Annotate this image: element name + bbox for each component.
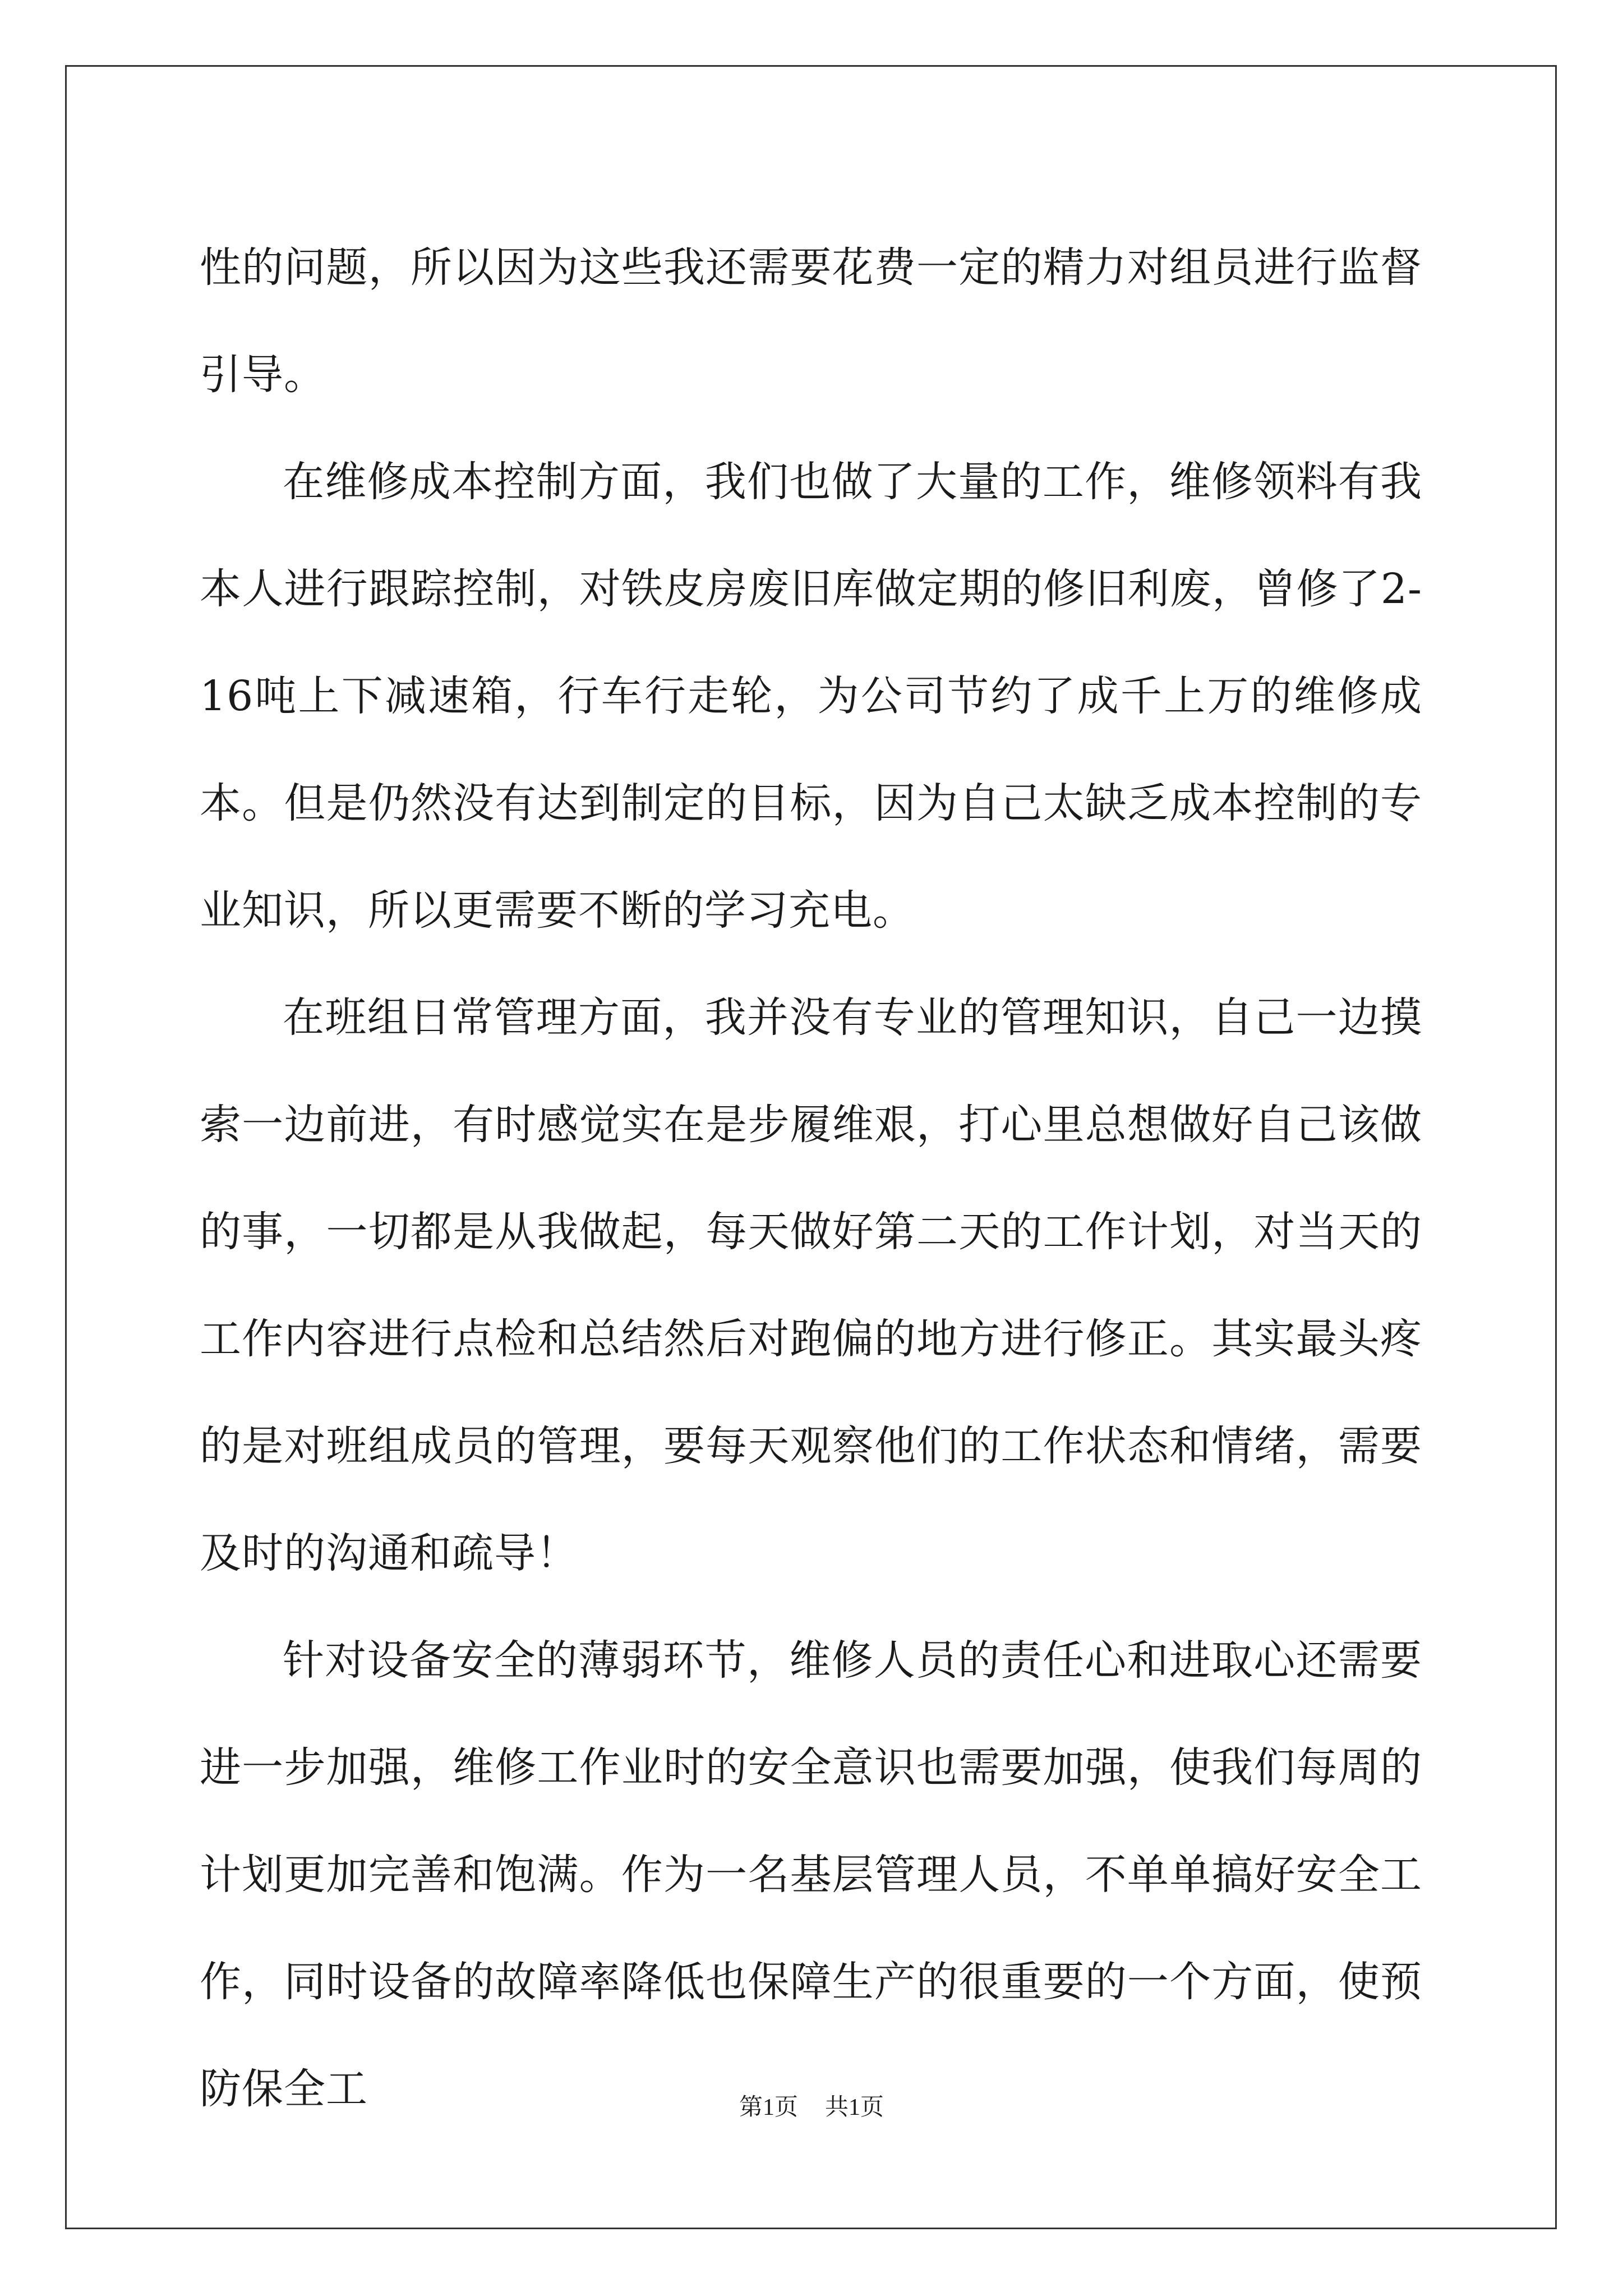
page-total: 共1页 (825, 2095, 884, 2120)
paragraph-continuation: 性的问题，所以因为这些我还需要花费一定的精力对组员进行监督引导。 (200, 243, 1422, 399)
document-body (200, 214, 1422, 2143)
paragraph-equipment-safety: 针对设备安全的薄弱环节，维修人员的责任心和进取心还需要进一步加强，维修工作业时的安全意识也需要加强，使我们每周的计划更加完善和饱满。作为一名基层管理人员，不单单搞好安全工作，同时设备的故障率降低也保障生产的很重要的一个方面，使预防保全工 (200, 1636, 1422, 2113)
page-number: 第1页 (739, 2095, 798, 2120)
page-footer (0, 2091, 1623, 2124)
paragraph-cost-control: 在维修成本控制方面，我们也做了大量的工作，维修领料有我本人进行跟踪控制，对铁皮房废旧库做定期的修旧利废，曾修了2-16吨上下减速箱，行车行走轮，为公司节约了成千上万的维修成本。但是仍然没有达到制定的目标，因为自己太缺乏成本控制的专业知识，所以更需要不断的学习充电。 (200, 458, 1422, 935)
paragraph-team-management: 在班组日常管理方面，我并没有专业的管理知识，自己一边摸索一边前进，有时感觉实在是步履维艰，打心里总想做好自己该做的事，一切都是从我做起，每天做好第二天的工作计划，对当天的工作内容进行点检和总结然后对跑偏的地方进行修正。其实最头疼的是对班组成员的管理，要每天观察他们的工作状态和情绪，需要及时的沟通和疏导！ (200, 993, 1422, 1577)
